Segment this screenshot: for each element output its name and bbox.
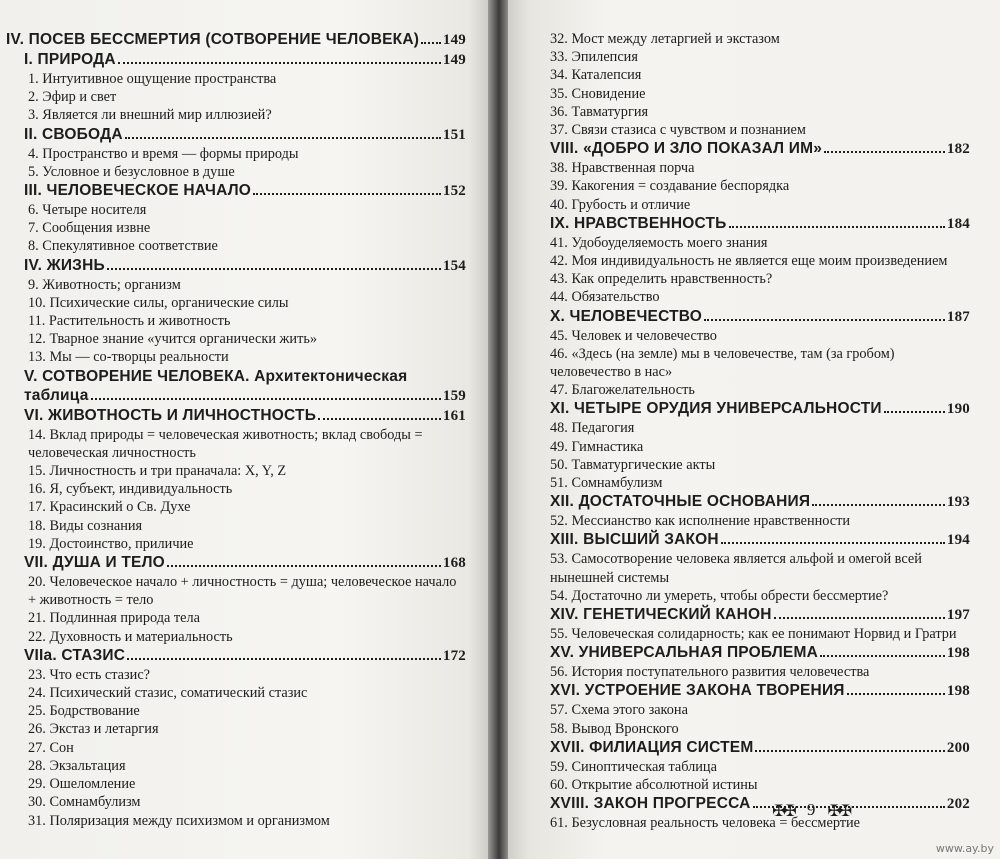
section-page-number: 198 xyxy=(946,645,970,662)
toc-section xyxy=(530,399,970,419)
toc-section xyxy=(530,530,970,550)
toc-item: 33. Эпилепсия xyxy=(550,49,638,66)
toc-item: 44. Обязательство xyxy=(550,289,660,306)
leader-dots xyxy=(125,137,441,139)
watermark: www.ay.by xyxy=(935,842,994,855)
toc-item: 38. Нравственная порча xyxy=(550,160,695,177)
toc-item: 10. Психические силы, органические силы xyxy=(28,294,289,311)
section-title: IV. ЖИЗНЬ xyxy=(24,256,105,274)
leader-dots xyxy=(704,319,945,321)
toc-right-list xyxy=(530,30,970,833)
toc-item: 17. Красинский о Св. Духе xyxy=(28,499,191,516)
toc-item: 51. Сомнамбулизм xyxy=(550,475,663,492)
section-page-number: 193 xyxy=(946,494,970,511)
toc-section xyxy=(6,406,466,426)
toc-item: 47. Благожелательность xyxy=(550,382,695,399)
toc-item: 46. «Здесь (на земле) мы в человечестве, там (за гробом) человечество в нас» xyxy=(550,345,895,381)
toc-section xyxy=(6,553,466,573)
toc-item: 2. Эфир и свет xyxy=(28,89,117,106)
toc-item: 54. Достаточно ли умереть, чтобы обрести бессмертие? xyxy=(550,587,889,604)
leader-dots xyxy=(127,658,441,660)
page-footer xyxy=(772,800,850,820)
section-title: IV. ПОСЕВ БЕССМЕРТИЯ (СОТВОРЕНИЕ ЧЕЛОВЕКА) xyxy=(6,31,420,48)
toc-item: 1. Интуитивное ощущение пространства xyxy=(28,71,277,87)
toc-section xyxy=(530,492,970,512)
leader-dots xyxy=(167,565,441,567)
toc-section xyxy=(530,643,970,663)
section-title: VIII. «ДОБРО И ЗЛО ПОКАЗАЛ ИМ» xyxy=(550,140,823,158)
toc-item: 60. Открытие абсолютной истины xyxy=(550,777,758,794)
section-title: XVIII. ЗАКОН ПРОГРЕССА xyxy=(550,795,751,813)
section-title: II. СВОБОДА xyxy=(24,125,123,143)
toc-section xyxy=(6,50,466,70)
toc-item: 15. Личностность и три праначала: X, Y, Z xyxy=(28,463,287,480)
toc-item: 26. Экстаз и летаргия xyxy=(28,721,159,738)
toc-section xyxy=(6,30,466,50)
section-title: X. ЧЕЛОВЕЧЕСТВО xyxy=(550,307,703,325)
ornament-left-icon: ✠✠ xyxy=(772,800,795,820)
section-page-number: 161 xyxy=(442,407,466,424)
leader-dots xyxy=(421,42,441,44)
section-title: I. ПРИРОДА xyxy=(24,51,116,68)
leader-dots xyxy=(729,226,945,228)
toc-section xyxy=(6,125,466,145)
section-page-number: 149 xyxy=(442,52,466,68)
page-number: 9 xyxy=(806,800,816,819)
toc-item: 39. Какогения = создавание беспорядка xyxy=(550,178,790,195)
leader-dots xyxy=(847,693,945,695)
section-page-number: 200 xyxy=(946,739,970,756)
leader-dots xyxy=(107,268,441,270)
section-page-number: 198 xyxy=(946,683,970,700)
toc-item: 7. Сообщения извне xyxy=(28,220,151,237)
toc-item: 61. Безусловная реальность человека = бессмертие xyxy=(550,815,861,832)
toc-left-list xyxy=(6,30,466,830)
section-page-number: 197 xyxy=(946,607,970,624)
toc-section xyxy=(6,386,466,406)
toc-item: 35. Сновидение xyxy=(550,85,646,102)
toc-item: 25. Бодрствование xyxy=(28,703,140,720)
toc-item: 29. Ошеломление xyxy=(28,776,136,793)
toc-item: 57. Схема этого закона xyxy=(550,702,688,719)
toc-item: 5. Условное и безусловное в душе xyxy=(28,163,235,180)
toc-item: 53. Самосотворение человека является альфой и омегой всей нынешней системы xyxy=(550,551,922,586)
section-page-number: 152 xyxy=(442,183,466,200)
section-page-number: 172 xyxy=(442,647,466,664)
toc-section xyxy=(530,794,970,814)
toc-item: 32. Мост между летаргией и экстазом xyxy=(550,31,780,47)
toc-item: 8. Спекулятивное соответствие xyxy=(28,238,218,255)
leader-dots xyxy=(721,542,945,544)
toc-item: 3. Является ли внешний мир иллюзией? xyxy=(28,107,272,124)
toc-item: 59. Синоптическая таблица xyxy=(550,758,717,775)
toc-item: 49. Гимнастика xyxy=(550,438,644,455)
leader-dots xyxy=(820,655,945,657)
section-title: XII. ДОСТАТОЧНЫЕ ОСНОВАНИЯ xyxy=(550,493,811,511)
toc-item: 24. Психический стазис, соматический стазис xyxy=(28,685,308,702)
section-title: XIII. ВЫСШИЙ ЗАКОН xyxy=(550,531,719,549)
section-page-number: 202 xyxy=(946,796,970,813)
toc-item: 58. Вывод Вронского xyxy=(550,720,679,737)
toc-item: 28. Экзальтация xyxy=(28,757,126,774)
toc-item: 55. Человеческая солидарность; как ее понимают Норвид и Гратри xyxy=(550,626,957,643)
toc-item: 41. Удобоуделяемость моего знания xyxy=(550,234,768,251)
toc-item: 56. История поступательного развития человечества xyxy=(550,664,870,681)
leader-dots xyxy=(755,750,944,752)
section-title: VII. ДУША И ТЕЛО xyxy=(24,554,165,572)
section-title: XVII. ФИЛИАЦИЯ СИСТЕМ xyxy=(550,738,754,756)
toc-section xyxy=(530,139,970,159)
leader-dots xyxy=(774,617,945,619)
toc-item: 42. Моя индивидуальность не является еще моим произведением xyxy=(550,253,948,270)
section-page-number: 159 xyxy=(442,387,466,404)
toc-item: 37. Связи стазиса с чувством и познанием xyxy=(550,122,806,139)
toc-item: 48. Педагогия xyxy=(550,420,635,437)
toc-section xyxy=(530,681,970,701)
section-page-number: 151 xyxy=(442,126,466,143)
toc-section xyxy=(6,181,466,201)
toc-item: 21. Подлинная природа тела xyxy=(28,610,200,627)
toc-item: 12. Тварное знание «учится органически жить» xyxy=(28,331,318,348)
toc-item: 16. Я, субъект, индивидуальность xyxy=(28,481,233,498)
toc-item: 6. Четыре носителя xyxy=(28,202,147,219)
toc-item: 23. Что есть стазис? xyxy=(28,666,151,683)
leader-dots xyxy=(118,62,441,64)
section-title: V. СОТВОРЕНИЕ ЧЕЛОВЕКА. Архитектоническая xyxy=(24,367,408,385)
toc-section xyxy=(6,646,466,666)
toc-section xyxy=(530,605,970,625)
toc-item: 13. Мы — со-творцы реальности xyxy=(28,349,229,366)
toc-item: 14. Вклад природы = человеческая животность; вклад свободы = человеческая личностность xyxy=(28,426,423,461)
toc-item: 20. Человеческое начало + личностность = душа; человеческое начало + животность = тело xyxy=(28,574,457,609)
toc-section xyxy=(6,256,466,276)
toc-item: 11. Растительность и животность xyxy=(28,313,231,330)
section-page-number: 194 xyxy=(946,532,970,549)
toc-item: 22. Духовность и материальность xyxy=(28,628,233,645)
section-title: III. ЧЕЛОВЕЧЕСКОЕ НАЧАЛО xyxy=(24,182,252,200)
section-page-number: 149 xyxy=(442,32,466,48)
toc-item: 18. Виды сознания xyxy=(28,517,143,534)
toc-item: 34. Каталепсия xyxy=(550,67,642,84)
section-title: VIIa. СТАЗИС xyxy=(24,646,126,664)
section-title: VI. ЖИВОТНОСТЬ И ЛИЧНОСТНОСТЬ xyxy=(24,406,317,424)
right-page xyxy=(508,0,1000,859)
toc-section xyxy=(530,738,970,758)
section-page-number: 182 xyxy=(946,141,970,158)
section-page-number: 187 xyxy=(946,308,970,325)
toc-section xyxy=(530,214,970,234)
leader-dots xyxy=(318,418,441,420)
section-page-number: 168 xyxy=(442,555,466,572)
toc-item: 19. Достоинство, приличие xyxy=(28,535,194,552)
leader-dots xyxy=(884,411,945,413)
toc-item: 40. Грубость и отличие xyxy=(550,196,691,213)
book-gutter xyxy=(488,0,508,859)
leader-dots xyxy=(253,193,441,195)
section-title: XIV. ГЕНЕТИЧЕСКИЙ КАНОН xyxy=(550,606,772,624)
section-page-number: 190 xyxy=(946,401,970,418)
section-title: XVI. УСТРОЕНИЕ ЗАКОНА ТВОРЕНИЯ xyxy=(550,682,845,700)
section-page-number: 184 xyxy=(946,215,970,232)
toc-section xyxy=(530,307,970,327)
toc-item: 31. Поляризация между психизмом и организмом xyxy=(28,812,330,829)
section-title: XI. ЧЕТЫРЕ ОРУДИЯ УНИВЕРСАЛЬНОСТИ xyxy=(550,400,882,418)
leader-dots xyxy=(812,504,945,506)
toc-item: 52. Мессианство как исполнение нравственности xyxy=(550,513,851,530)
toc-item: 50. Тавматургические акты xyxy=(550,456,716,473)
section-title: XV. УНИВЕРСАЛЬНАЯ ПРОБЛЕМА xyxy=(550,644,818,662)
leader-dots xyxy=(91,398,441,400)
section-title: IX. НРАВСТВЕННОСТЬ xyxy=(550,214,727,232)
toc-item: 4. Пространство и время — формы природы xyxy=(28,145,299,162)
ornament-right-icon: ✠✠ xyxy=(827,800,851,820)
section-page-number: 154 xyxy=(442,257,466,274)
toc-item: 45. Человек и человечество xyxy=(550,327,717,344)
toc-item: 30. Сомнамбулизм xyxy=(28,794,141,811)
toc-item: 36. Тавматургия xyxy=(550,103,649,120)
left-page xyxy=(0,0,488,859)
toc-item: 27. Сон xyxy=(28,739,74,756)
toc-item: 43. Как определить нравственность? xyxy=(550,271,773,288)
leader-dots xyxy=(824,151,945,153)
section-title: таблица xyxy=(24,386,89,404)
toc-item: 9. Животность; организм xyxy=(28,276,181,293)
